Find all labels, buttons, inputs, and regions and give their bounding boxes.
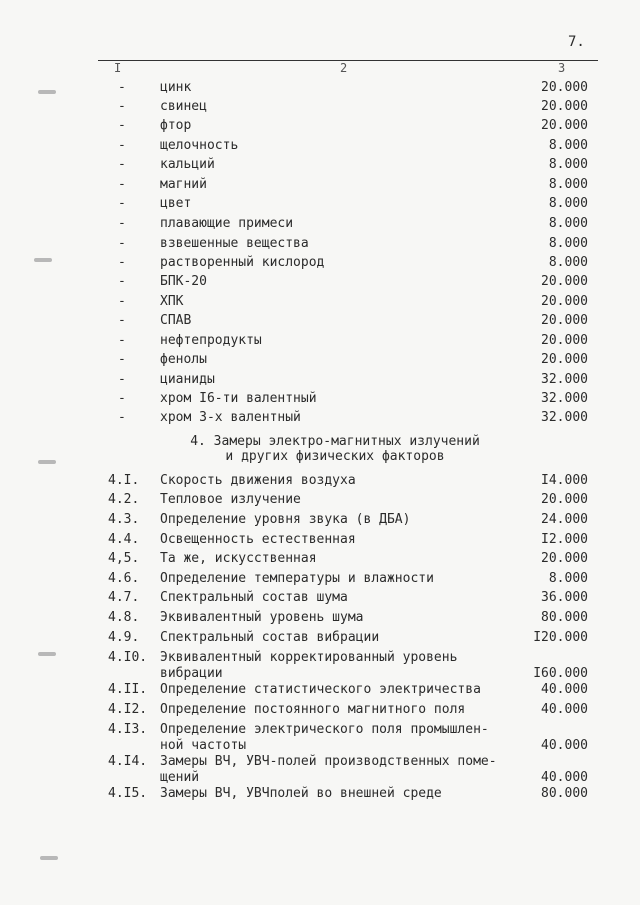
row-name: взвешенные вещества [160,236,309,251]
row-name: кальций [160,157,215,172]
row-marker: - [118,236,126,251]
row-value: 8.000 [548,216,588,231]
row-name: фенолы [160,352,207,367]
row-name: цианиды [160,372,215,387]
scan-mark [38,460,56,464]
row-value: 40.000 [541,770,588,785]
row-number: 4.3. [108,512,140,527]
row-value: 20.000 [541,313,588,328]
row-marker: - [118,255,126,270]
scan-mark [34,258,52,262]
row-value: 8.000 [548,138,588,153]
row-name: растворенный кислород [160,255,325,270]
row-number: 4.9. [108,630,140,645]
row-value: 32.000 [541,391,588,406]
row-name: Та же, искусственная [160,551,317,566]
row-marker: - [118,138,126,153]
row-number: 4.II. [108,682,148,697]
row-value: 40.000 [541,702,588,717]
row-name: фтор [160,118,192,133]
row-marker: - [118,352,126,367]
row-number: 4.I3. [108,722,148,737]
row-value: 8.000 [548,196,588,211]
scan-mark [38,90,56,94]
row-name: Замеры ВЧ, УВЧ-полей производственных поме- щений [160,754,497,785]
row-name: Скорость движения воздуха [160,473,356,488]
row-value: I60.000 [533,666,588,681]
row-value: 8.000 [548,571,588,586]
row-value: 32.000 [541,410,588,425]
row-number: 4.I4. [108,754,148,769]
row-name: плавающие примеси [160,216,294,231]
row-value: 20.000 [541,118,588,133]
row-name: Спектральный состав вибрации [160,630,380,645]
row-marker: - [118,274,126,289]
row-marker: - [118,313,126,328]
row-value: 24.000 [541,512,588,527]
row-value: 20.000 [541,294,588,309]
row-name: Определение температуры и влажности [160,571,434,586]
row-name: Эквивалентный корректированный уровень вибрации [160,650,458,681]
row-value: 8.000 [548,177,588,192]
row-value: 80.000 [541,786,588,801]
row-value: 8.000 [548,157,588,172]
row-marker: - [118,391,126,406]
row-marker: - [118,333,126,348]
row-number: 4.I. [108,473,140,488]
column-header-2: 2 [340,61,348,75]
row-value: 32.000 [541,372,588,387]
section-title: 4. Замеры электро-магнитных излучений и других физических факторов [190,434,480,464]
row-number: 4.I2. [108,702,148,717]
column-header-3: 3 [558,61,566,75]
row-value: 20.000 [541,551,588,566]
row-value: 40.000 [541,738,588,753]
row-marker: - [118,196,126,211]
scan-mark [38,652,56,656]
row-name: СПАВ [160,313,192,328]
row-value: 20.000 [541,333,588,348]
row-value: 40.000 [541,682,588,697]
row-marker: - [118,157,126,172]
row-marker: - [118,118,126,133]
row-value: 80.000 [541,610,588,625]
header-rule [98,60,598,61]
row-marker: - [118,410,126,425]
row-name: Освещенность естественная [160,532,356,547]
row-name: Определение электрического поля промышлен- ной частоты [160,722,489,753]
row-value: I2.000 [541,532,588,547]
row-number: 4.I0. [108,650,148,665]
row-value: 20.000 [541,352,588,367]
row-name: Определение постоянного магнитного поля [160,702,466,717]
row-number: 4.6. [108,571,140,586]
row-number: 4.I5. [108,786,148,801]
row-name: Эквивалентный уровень шума [160,610,364,625]
row-name: хром 3-х валентный [160,410,301,425]
row-name: Определение статистического электричества [160,682,481,697]
row-number: 4,5. [108,551,140,566]
row-name: щелочность [160,138,239,153]
row-value: 20.000 [541,99,588,114]
row-marker: - [118,216,126,231]
row-number: 4.7. [108,590,140,605]
row-marker: - [118,80,126,95]
row-name: свинец [160,99,207,114]
row-marker: - [118,294,126,309]
row-marker: - [118,99,126,114]
row-name: Тепловое излучение [160,492,301,507]
row-name: магний [160,177,207,192]
row-name: нефтепродукты [160,333,262,348]
row-value: 20.000 [541,274,588,289]
row-marker: - [118,372,126,387]
scan-mark [40,856,58,860]
row-value: 20.000 [541,80,588,95]
page-number: 7. [568,34,585,50]
row-name: Определение уровня звука (в ДБА) [160,512,411,527]
row-name: цинк [160,80,192,95]
row-marker: - [118,177,126,192]
row-name: хром I6-ти валентный [160,391,317,406]
column-header-1: I [114,61,122,75]
row-value: I20.000 [533,630,588,645]
row-number: 4.4. [108,532,140,547]
row-value: 8.000 [548,255,588,270]
row-value: I4.000 [541,473,588,488]
row-name: Замеры ВЧ, УВЧполей во внешней среде [160,786,442,801]
row-number: 4.2. [108,492,140,507]
row-name: Спектральный состав шума [160,590,348,605]
row-value: 36.000 [541,590,588,605]
row-name: БПК-20 [160,274,207,289]
row-name: ХПК [160,294,184,309]
row-value: 20.000 [541,492,588,507]
row-value: 8.000 [548,236,588,251]
row-number: 4.8. [108,610,140,625]
row-name: цвет [160,196,192,211]
